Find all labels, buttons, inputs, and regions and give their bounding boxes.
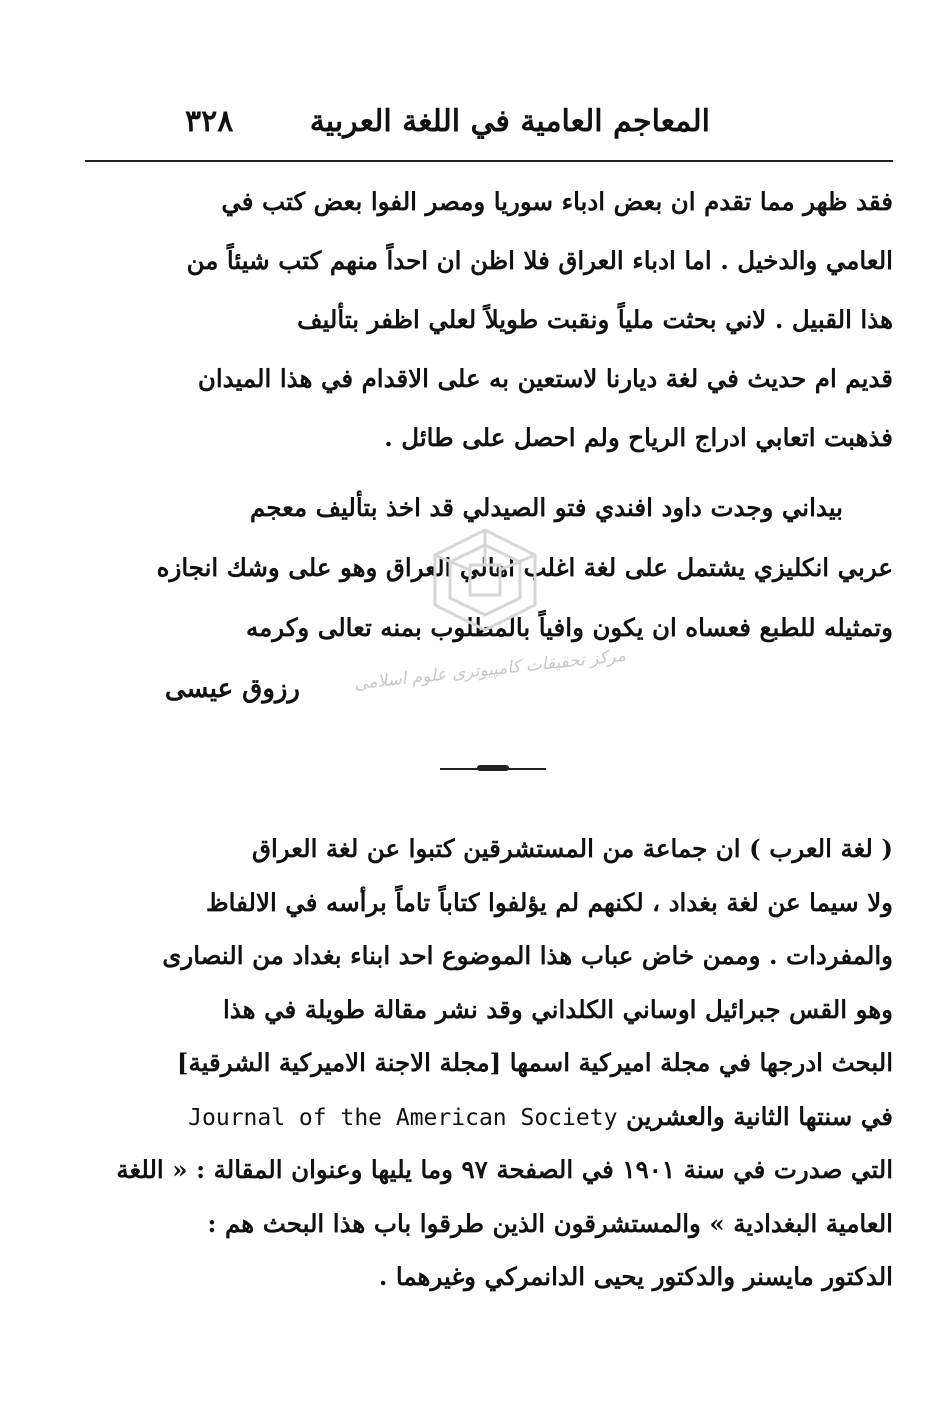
paragraph-3	[85, 822, 893, 1304]
text-line: ولا سيما عن لغة بغداد ، لكنهم لم يؤلفوا كتاباً تاماً برأسه في الالفاظ	[206, 887, 893, 917]
text-line: هذا القبيل . لاني بحثت ملياً ونقبت طويلاً لعلي اظفر بتأليف	[297, 305, 893, 334]
author-signature: رزوق عيسى	[164, 674, 300, 704]
text-line: والمفردات . وممن خاض عباب هذا الموضوع احد ابناء بغداد من النصارى	[162, 941, 893, 970]
text-line: العامية البغدادية » والمستشرقون الذين طرقوا باب هذا البحث هم :	[207, 1208, 893, 1238]
text-line-mixed	[85, 1090, 893, 1144]
text-line: ( لغة العرب ) ان جماعة من المستشرقين كتبوا عن لغة العراق	[251, 834, 893, 863]
paragraph-1	[85, 172, 893, 467]
text-line: بيداني وجدت داود افندي فتو الصيدلي قد اخذ بتأليف معجم	[250, 493, 843, 522]
text-line: وتمثيله للطبع فعساه ان يكون وافياً بالمطلوب بمنه تعالى وكرمه	[245, 613, 893, 642]
text-fragment: في سنتها الثانية والعشرين	[625, 1101, 893, 1131]
page-number: ٣٢٨	[185, 104, 234, 139]
text-line: فذهبت اتعابي ادراج الرياح ولم احصل على طائل .	[384, 423, 893, 452]
text-line: الدكتور مايسنر والدكتور يحيى الدانمركي وغيرهما .	[378, 1262, 893, 1291]
text-line: عربي انكليزي يشتمل على لغة اغلب اهالي العراق وهو على وشك انجازه	[156, 553, 893, 582]
journal-title-latin: Journal of the American Society	[188, 1104, 618, 1131]
text-line: العامي والدخيل . اما ادباء العراق فلا اظن ان احداً منهم كتب شيئاً من	[186, 246, 893, 275]
watermark-text: مرکز تحقیقات کامپیوتری علوم اسلامی	[353, 645, 627, 695]
text-line: قديم ام حديث في لغة ديارنا لاستعين به على الاقدام في هذا الميدان	[197, 364, 893, 393]
page-header	[85, 100, 890, 150]
text-line: التي صدرت في سنة ١٩٠١ في الصفحة ٩٧ وما يليها وعنوان المقالة : « اللغة	[116, 1155, 893, 1184]
text-line: وهو القس جبرائيل اوساني الكلداني وقد نشر مقالة طويلة في هذا	[222, 994, 893, 1024]
running-title: المعاجم العامية في اللغة العربية	[309, 104, 710, 139]
text-line: البحث ادرجها في مجلة اميركية اسمها [مجلة الاجنة الاميركية الشرقية]	[176, 1048, 893, 1077]
section-divider-ornament	[477, 765, 509, 771]
header-rule	[85, 160, 893, 162]
text-line: فقد ظهر مما تقدم ان بعض ادباء سوريا ومصر الفوا بعض كتب في	[221, 187, 893, 216]
